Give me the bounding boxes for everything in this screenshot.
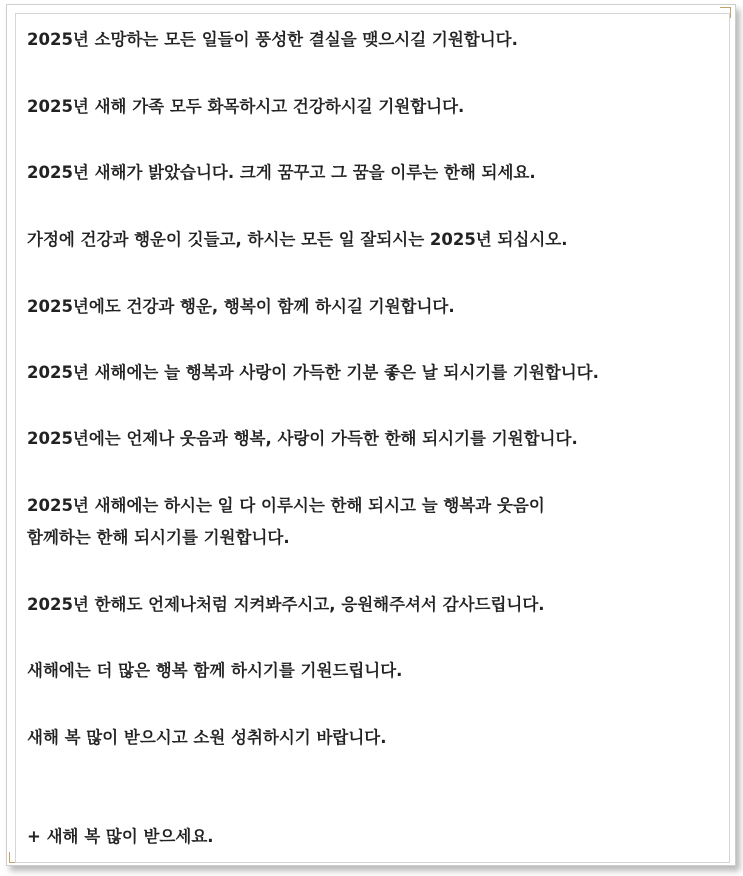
greeting-line: 2025년 새해 가족 모두 화목하시고 건강하시길 기원합니다. bbox=[27, 97, 465, 116]
greeting-line: 2025년 새해에는 늘 행복과 사랑이 가득한 기분 좋은 날 되시기를 기원합니다. bbox=[27, 363, 599, 382]
greeting-line: 가정에 건강과 행운이 깃들고, 하시는 모든 일 잘되시는 2025년 되십시오. bbox=[27, 230, 568, 249]
greeting-line: 2025년 새해가 밝았습니다. 크게 꿈꾸고 그 꿈을 이루는 한해 되세요. bbox=[27, 163, 536, 182]
greeting-line: 2025년에도 건강과 행운, 행복이 함께 하시길 기원합니다. bbox=[27, 297, 455, 316]
greeting-line: 2025년 소망하는 모든 일들이 풍성한 결실을 맺으시길 기원합니다. bbox=[27, 30, 518, 49]
greeting-line: 새해에는 더 많은 행복 함께 하시기를 기원드립니다. bbox=[27, 661, 403, 680]
greeting-line: + 새해 복 많이 받으세요. bbox=[27, 827, 214, 846]
greeting-line: 2025년에는 언제나 웃음과 행복, 사랑이 가득한 한해 되시기를 기원합니다. bbox=[27, 429, 578, 448]
greeting-line: 새해 복 많이 받으시고 소원 성취하시기 바랍니다. bbox=[27, 728, 387, 747]
greeting-line: 함께하는 한해 되시기를 기원합니다. bbox=[27, 528, 290, 547]
greeting-line: 2025년 새해에는 하시는 일 다 이루시는 한해 되시고 늘 행복과 웃음이 bbox=[27, 496, 545, 515]
greeting-line: 2025년 한해도 언제나처럼 지켜봐주시고, 응원해주셔서 감사드립니다. bbox=[27, 595, 545, 614]
